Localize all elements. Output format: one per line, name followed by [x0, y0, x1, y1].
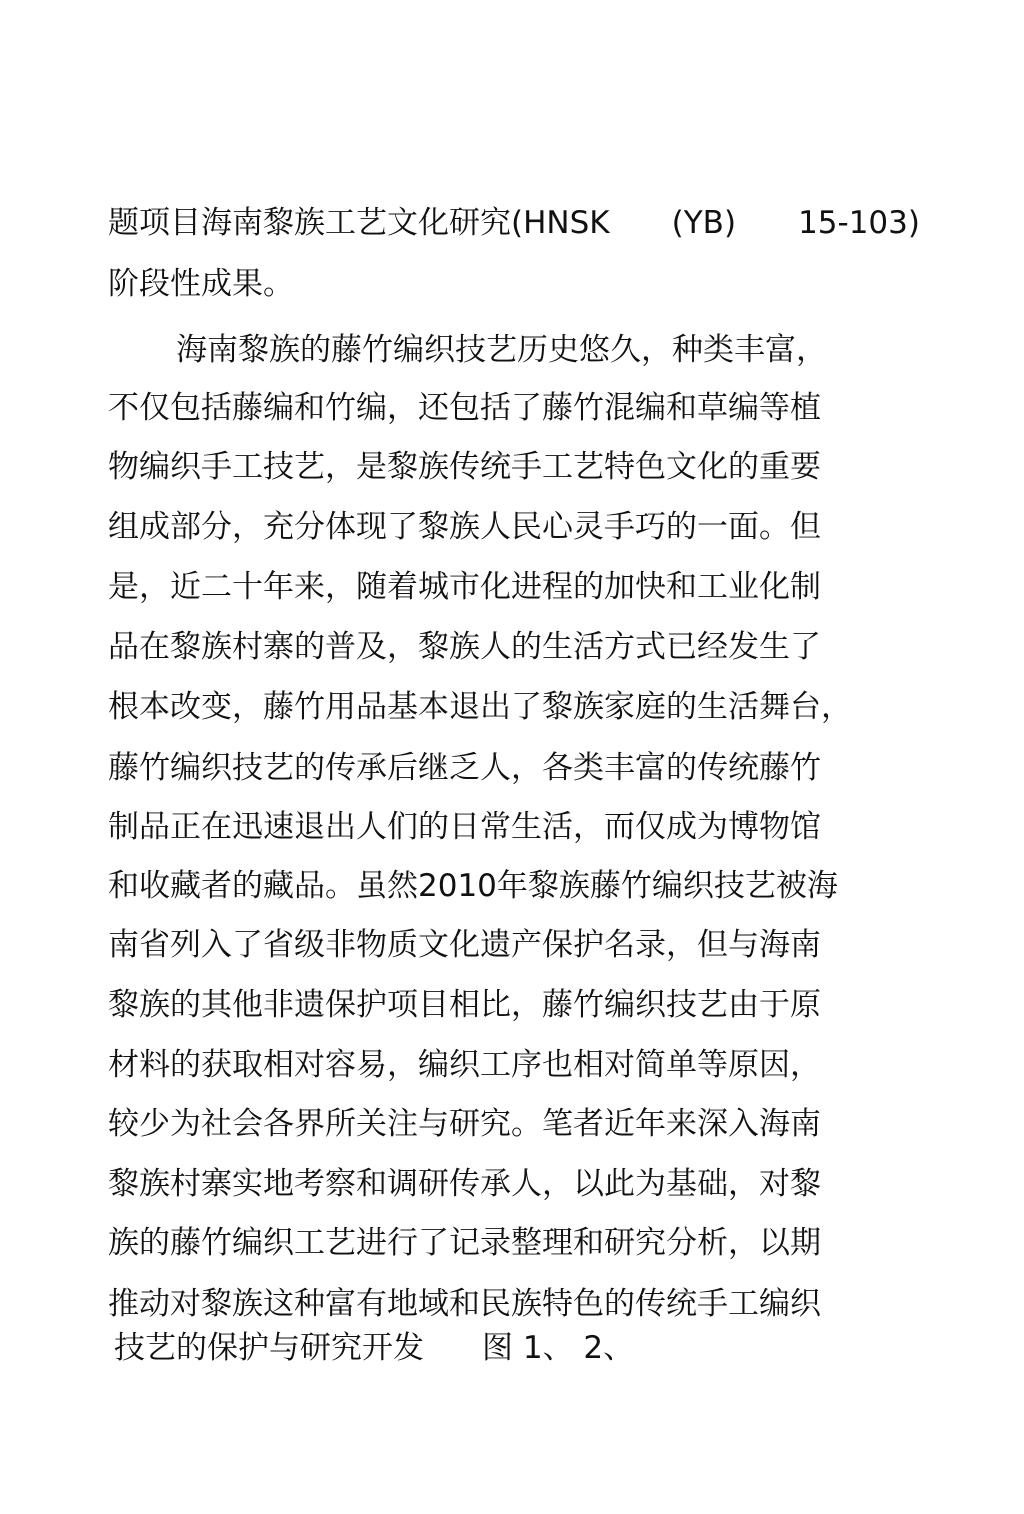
line-1-part3: 15-103)	[798, 205, 920, 241]
figure-reference: 图 1、 2、	[482, 1330, 635, 1366]
paragraph-line-3: 海南黎族的藤竹编织技艺历史悠久，种类丰富，	[176, 332, 827, 368]
paragraph-line-17: 黎族村寨实地考察和调研传承人，以此为基础，对黎	[108, 1166, 821, 1202]
paragraph-line-10: 藤竹编织技艺的传承后继乏人，各类丰富的传统藤竹	[108, 750, 821, 786]
paragraph-line-11: 制品正在迅速退出人们的日常生活，而仅成为博物馆	[108, 809, 821, 845]
paragraph-last-line	[114, 1328, 634, 1368]
paragraph-line-19: 推动对黎族这种富有地域和民族特色的传统手工编织	[108, 1286, 821, 1322]
paragraph-line-7: 是，近二十年来，随着城市化进程的加快和工业化制	[108, 569, 821, 605]
last-line-text: 技艺的保护与研究开发	[114, 1330, 424, 1366]
paragraph-line-1	[108, 203, 920, 243]
paragraph-line-16: 较少为社会各界所关注与研究。笔者近年来深入海南	[108, 1106, 821, 1142]
line-1-text: 题项目海南黎族工艺文化研究(HNSK	[108, 205, 610, 241]
paragraph-line-8: 品在黎族村寨的普及，黎族人的生活方式已经发生了	[108, 629, 821, 665]
paragraph-line-14: 黎族的其他非遗保护项目相比，藤竹编织技艺由于原	[108, 987, 821, 1023]
paragraph-line-5: 物编织手工技艺，是黎族传统手工艺特色文化的重要	[108, 449, 821, 485]
paragraph-line-13: 南省列入了省级非物质文化遗产保护名录，但与海南	[108, 927, 821, 963]
paragraph-line-15: 材料的获取相对容易，编织工序也相对简单等原因，	[108, 1047, 821, 1083]
paragraph-line-18: 族的藤竹编织工艺进行了记录整理和研究分析，以期	[108, 1225, 821, 1261]
paragraph-line-9: 根本改变，藤竹用品基本退出了黎族家庭的生活舞台，	[108, 689, 852, 725]
paragraph-line-12: 和收藏者的藏品。虽然2010年黎族藤竹编织技艺被海	[108, 868, 838, 904]
paragraph-line-6: 组成部分，充分体现了黎族人民心灵手巧的一面。但	[108, 509, 821, 545]
paragraph-line-4: 不仅包括藤编和竹编，还包括了藤竹混编和草编等植	[108, 390, 821, 426]
paragraph-line-2: 阶段性成果。	[108, 266, 294, 302]
line-1-part2: (YB)	[671, 205, 737, 241]
